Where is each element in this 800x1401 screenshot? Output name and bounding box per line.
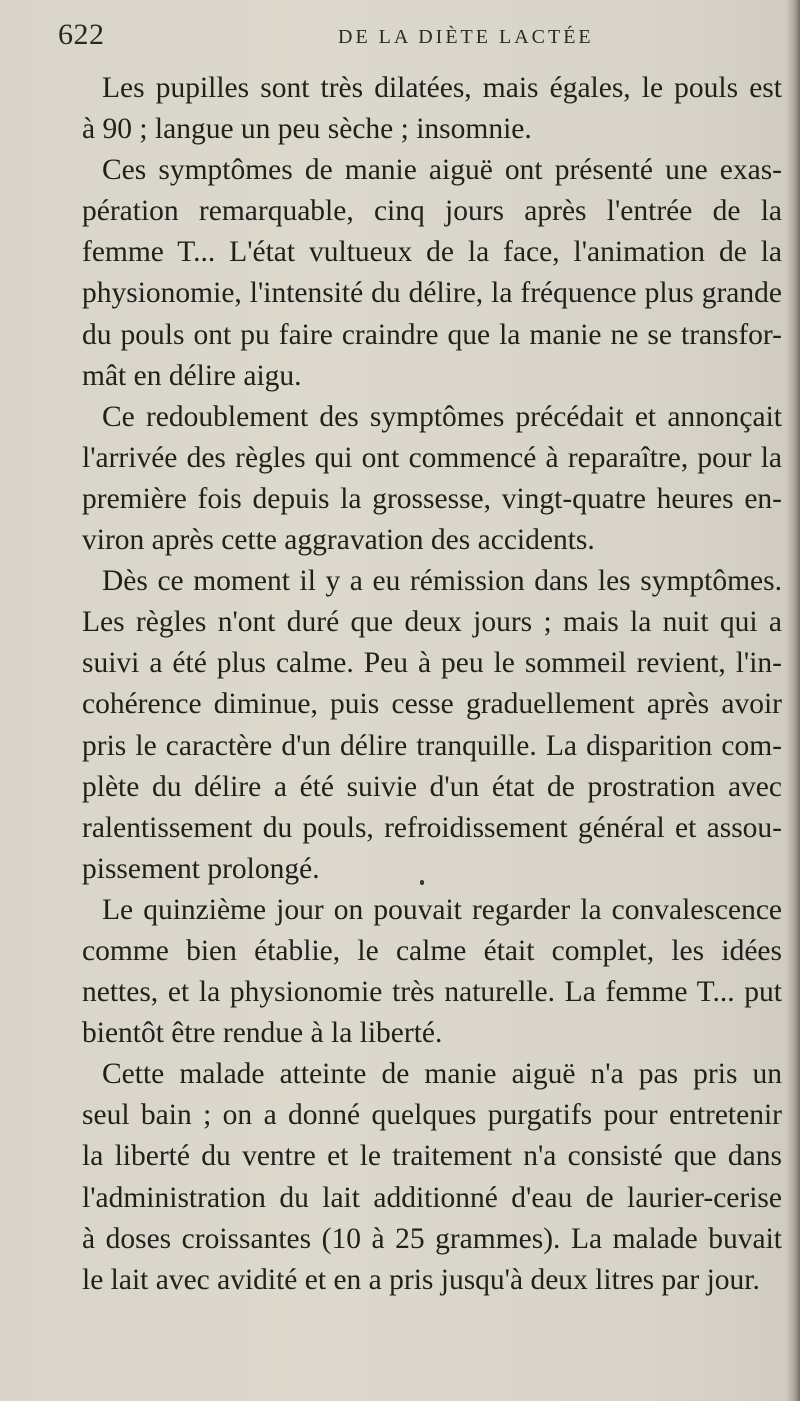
- text-line: la liberté du ventre et le traitement n'a consisté que dans: [82, 1140, 782, 1173]
- text-line: Ces symptômes de manie aiguë ont présenté une exas-: [102, 154, 782, 187]
- text-line: du pouls ont pu faire craindre que la manie ne se transfor-: [82, 318, 782, 351]
- text-line: l'administration du lait additionné d'eau de laurier-cerise: [82, 1181, 782, 1214]
- text-line: Ce redoublement des symptômes précédait et annonçait: [102, 400, 782, 433]
- text-line: seul bain ; on a donné quelques purgatifs pour entretenir: [82, 1099, 782, 1132]
- page-number: 622: [58, 18, 105, 51]
- text-line: à doses croissantes (10 à 25 grammes). La malade buvait: [82, 1222, 782, 1255]
- body-text: [82, 68, 782, 1301]
- text-line: comme bien établie, le calme était complet, les idées: [82, 934, 782, 967]
- text-line: pris le caractère d'un délire tranquille. La disparition com-: [82, 729, 782, 762]
- text-line: Le quinzième jour on pouvait regarder la convalescence: [102, 893, 782, 926]
- text-line: le lait avec avidité et en a pris jusqu'à deux litres par jour.: [82, 1263, 760, 1296]
- text-line: Les règles n'ont duré que deux jours ; mais la nuit qui a: [82, 606, 782, 639]
- text-line: pissement prolongé.: [82, 852, 320, 885]
- text-line: physionomie, l'intensité du délire, la fréquence plus grande: [82, 277, 782, 310]
- text-line: Les pupilles sont très dilatées, mais égales, le pouls est: [102, 72, 782, 104]
- text-line: bientôt être rendue à la liberté.: [82, 1017, 443, 1050]
- text-line: cohérence diminue, puis cesse graduellement après avoir: [82, 688, 782, 721]
- text-line: à 90 ; langue un peu sèche ; insomnie.: [82, 113, 532, 146]
- text-line: femme T... L'état vultueux de la face, l'animation de la: [82, 236, 782, 269]
- text-line: première fois depuis la grossesse, vingt-quatre heures en-: [82, 482, 782, 515]
- text-line: Dès ce moment il y a eu rémission dans les symptômes.: [102, 565, 782, 598]
- text-line: ralentissement du pouls, refroidissement général et assou-: [82, 811, 782, 844]
- text-line: viron après cette aggravation des accidents.: [82, 524, 595, 557]
- text-line: nettes, et la physionomie très naturelle. La femme T... put: [82, 976, 782, 1009]
- text-line: suivi a été plus calme. Peu à peu le sommeil revient, l'in-: [82, 647, 782, 680]
- text-line: Cette malade atteinte de manie aiguë n'a pas pris un: [102, 1058, 782, 1091]
- text-line: plète du délire a été suivie d'un état de prostration avec: [82, 770, 782, 803]
- text-line: l'arrivée des règles qui ont commencé à reparaître, pour la: [82, 441, 782, 474]
- page-header: [58, 18, 758, 58]
- text-line: mât en délire aigu.: [82, 359, 302, 392]
- page-edge-shadow: [786, 0, 800, 1401]
- ink-speck: [420, 880, 424, 885]
- running-head: DE LA DIÈTE LACTÉE: [338, 26, 594, 48]
- text-line: pération remarquable, cinq jours après l'entrée de la: [82, 195, 782, 228]
